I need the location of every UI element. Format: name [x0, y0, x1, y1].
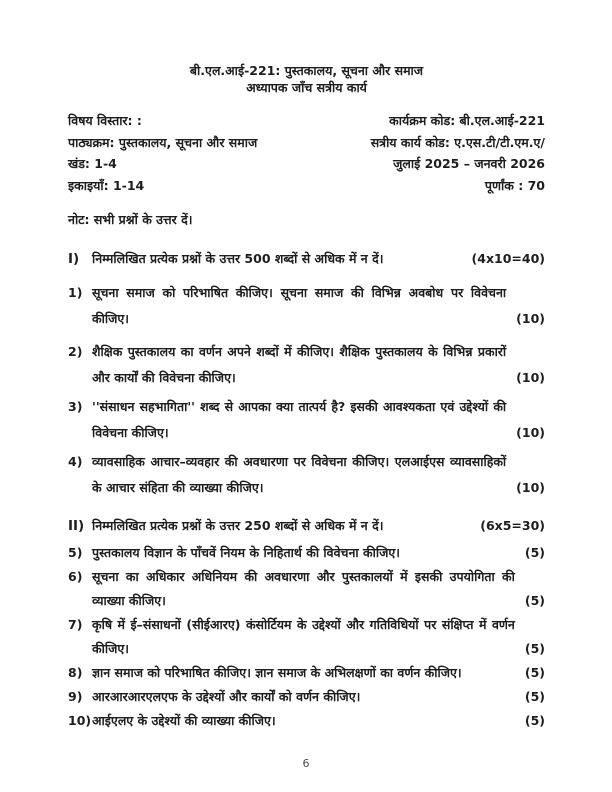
- question-7: [68, 613, 545, 661]
- question-8: [68, 661, 545, 685]
- question-5-text: पुस्तकालय विज्ञान के पाँचवें नियम के निहितार्थ की विवेचना कीजिए।: [92, 545, 401, 560]
- section-2: [68, 513, 545, 733]
- question-4-number: 4): [68, 454, 83, 469]
- question-5: [68, 541, 545, 565]
- question-10: [68, 709, 545, 733]
- title-line-1: बी.एल.आई-221: पुस्तकालय, सूचना और समाज: [189, 63, 424, 78]
- section-1-heading: [68, 246, 545, 272]
- question-7-marks: (5): [524, 641, 545, 656]
- course-meta: [68, 110, 545, 196]
- question-6: [68, 565, 545, 613]
- question-4: [68, 449, 545, 501]
- question-1-number: 1): [68, 285, 83, 300]
- meta-programme-code: कार्यक्रम कोड: बी.एल.आई-221: [389, 113, 545, 128]
- section-2-marks: (6x5=30): [480, 518, 545, 533]
- meta-blocks: खंड: 1-4: [68, 156, 117, 171]
- note-line: नोट: सभी प्रश्नों के उत्तर दें।: [68, 212, 193, 227]
- question-10-marks: (5): [524, 713, 545, 728]
- question-6-marks: (5): [524, 593, 545, 608]
- question-2-number: 2): [68, 344, 83, 359]
- question-4-text: व्यावसाहिक आचार–व्यवहार की अवधारणा पर विवेचना कीजिए। एलआईएस व्यावसाहिकों के आचार संहिता की व्याख्या कीजिए।: [92, 454, 507, 495]
- question-3-number: 3): [68, 399, 83, 414]
- document-title: [68, 62, 545, 96]
- section-1-marks: (4x10=40): [471, 251, 545, 266]
- question-9-marks: (5): [524, 689, 545, 704]
- question-3-text: ''संसाधन सहभागिता'' शब्द से आपका क्या तात्पर्य है? इसकी आवश्यकता एवं उद्देश्यों की विवेचना कीजिए।: [92, 399, 507, 440]
- page-number: 6: [302, 757, 310, 770]
- question-2-marks: (10): [516, 370, 545, 385]
- question-8-number: 8): [68, 665, 83, 680]
- question-7-text: कृषि में ई–संसाधनों (सीईआरए) कंसोर्टियम के उद्देश्यों और गतिविधियों पर संक्षिप्त में वर्णन कीजिए।: [92, 617, 515, 656]
- course-meta-left: [68, 110, 257, 196]
- section-1: [68, 246, 545, 501]
- question-10-number: 10): [68, 713, 92, 728]
- meta-assignment-code: सत्रीय कार्य कोड: ए.एस.टी/टी.एम.ए/: [370, 134, 545, 150]
- question-6-text: सूचना का अधिकार अधिनियम की अवधारणा और पुस्तकालयों में इसकी उपयोगिता की व्याख्या कीजिए।: [92, 569, 515, 608]
- question-2: [68, 339, 545, 391]
- course-meta-right: [371, 110, 545, 196]
- question-3-marks: (10): [516, 425, 545, 440]
- meta-subject-coverage: विषय विस्तार: :: [68, 113, 142, 128]
- section-2-instruction: निम्मलिखित प्रत्येक प्रश्नों के उत्तर 250 शब्दों से अधिक में न दें।: [92, 518, 384, 533]
- question-6-number: 6): [68, 569, 83, 584]
- section-1-instruction: निम्मलिखित प्रत्येक प्रश्नों के उत्तर 500 शब्दों से अधिक में न दें।: [92, 251, 384, 266]
- question-2-text: शैक्षिक पुस्तकालय का वर्णन अपने शब्दों में कीजिए। शैक्षिक पुस्तकालय के विभिन्न प्रकारों और कार्यों की विवेचना कीजिए।: [92, 344, 507, 385]
- question-7-number: 7): [68, 617, 83, 632]
- title-line-2: अध्यापक जाँच सत्रीय कार्य: [246, 80, 367, 95]
- question-1-marks: (10): [516, 311, 545, 326]
- question-1-text: सूचना समाज को परिभाषित कीजिए। सूचना समाज की विभिन्न अवबोध पर विवेचना कीजिए।: [92, 285, 507, 326]
- question-5-number: 5): [68, 545, 83, 560]
- section-1-label: I): [68, 251, 80, 267]
- question-9: [68, 685, 545, 709]
- meta-units: इकाइयाँ: 1-14: [68, 177, 145, 193]
- question-8-marks: (5): [524, 665, 545, 680]
- meta-total-marks: पूर्णांक : 70: [484, 177, 545, 193]
- question-5-marks: (5): [524, 545, 545, 560]
- meta-session: जुलाई 2025 – जनवरी 2026: [393, 156, 545, 171]
- question-1: [68, 280, 545, 332]
- question-10-text: आईएलए के उद्देश्यों की व्याख्या कीजिए।: [92, 713, 276, 728]
- question-8-text: ज्ञान समाज को परिभाषित कीजिए। ज्ञान समाज के अभिलक्षणों का वर्णन कीजिए।: [92, 665, 462, 680]
- question-4-marks: (10): [516, 480, 545, 495]
- question-9-number: 9): [68, 689, 83, 704]
- meta-course: पाठ्यक्रम: पुस्तकालय, सूचना और समाज: [68, 134, 258, 150]
- question-3: [68, 394, 545, 446]
- question-9-text: आरआरआरएलएफ के उद्देश्यों और कार्यों को वर्णन कीजिए।: [92, 689, 361, 704]
- section-2-heading: [68, 513, 545, 539]
- section-2-label: II): [68, 518, 85, 534]
